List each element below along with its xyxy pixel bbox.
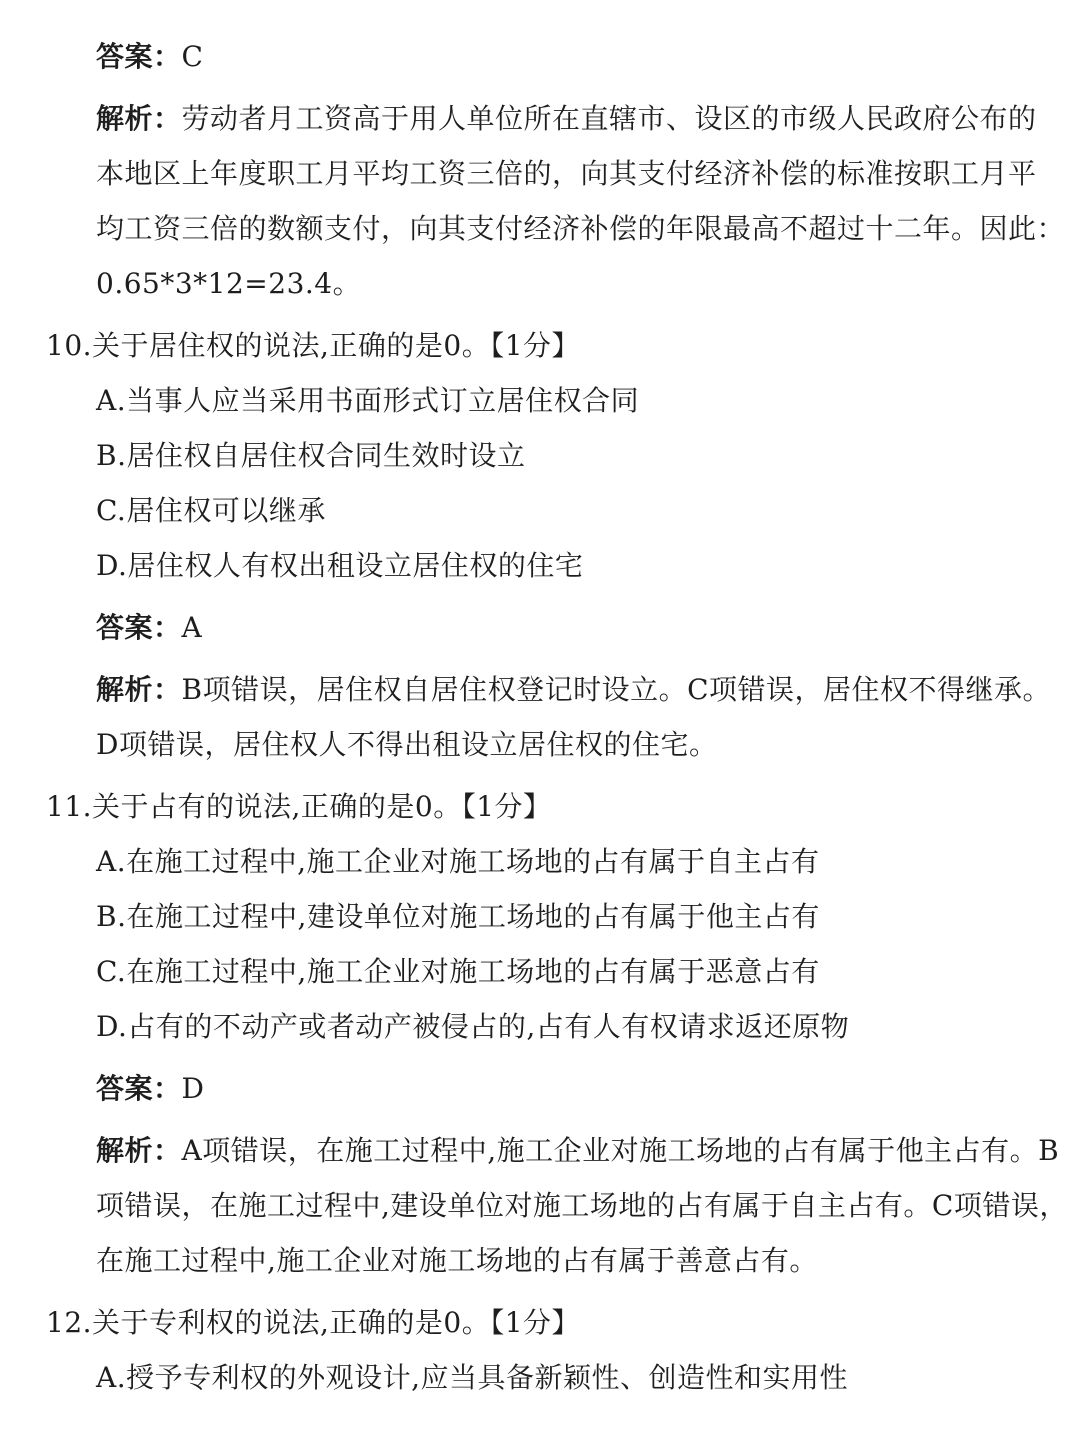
q11-stem: 11.关于占有的说法,正确的是0。【1分】 [46,790,552,823]
q11-option-b: B.在施工过程中,建设单位对施工场地的占有属于他主占有 [96,900,820,933]
q12-stem: 12.关于专利权的说法,正确的是0。【1分】 [46,1306,581,1339]
analysis-text: A项错误，在施工过程中,施工企业对施工场地的占有属于他主占有。B [181,1134,1060,1167]
analysis-label: 解析： [96,102,182,135]
answer-value: C [181,40,204,73]
answer-label: 答案： [96,40,182,73]
q10-option-d: D.居住权人有权出租设立居住权的住宅 [96,549,584,582]
q9-analysis-line-1 [96,102,1037,136]
analysis-text: 劳动者月工资高于用人单位所在直辖市、设区的市级人民政府公布的 [181,102,1037,135]
q11-answer [96,1072,204,1106]
q11-analysis-line-3: 在施工过程中,施工企业对施工场地的占有属于善意占有。 [96,1244,818,1277]
q11-option-c: C.在施工过程中,施工企业对施工场地的占有属于恶意占有 [96,955,820,988]
q11-analysis-line-2: 项错误，在施工过程中,建设单位对施工场地的占有属于自主占有。C项错误， [96,1189,1068,1222]
q10-stem: 10.关于居住权的说法,正确的是0。【1分】 [46,329,581,362]
analysis-label: 解析： [96,1134,182,1167]
q9-answer [96,40,203,74]
analysis-label: 解析： [96,673,182,706]
q9-analysis-line-3: 均工资三倍的数额支付，向其支付经济补偿的年限最高不超过十二年。因此： [96,212,1066,245]
answer-label: 答案： [96,611,182,644]
q10-option-a: A.当事人应当采用书面形式订立居住权合同 [96,384,640,417]
answer-value: D [181,1072,205,1105]
q10-option-c: C.居住权可以继承 [96,494,326,527]
q10-analysis-line-2: D项错误，居住权人不得出租设立居住权的住宅。 [96,728,718,761]
answer-value: A [181,611,203,644]
q11-option-d: D.占有的不动产或者动产被侵占的,占有人有权请求返还原物 [96,1010,850,1043]
q10-analysis-line-1 [96,673,1051,707]
q9-analysis-line-2: 本地区上年度职工月平均工资三倍的，向其支付经济补偿的标准按职工月平 [96,157,1037,190]
q10-option-b: B.居住权自居住权合同生效时设立 [96,439,526,472]
q12-option-a: A.授予专利权的外观设计,应当具备新颖性、创造性和实用性 [96,1361,849,1394]
answer-label: 答案： [96,1072,182,1105]
q9-analysis-line-4: 0.65*3*12=23.4。 [96,267,362,300]
q11-analysis-line-1 [96,1134,1059,1168]
q11-option-a: A.在施工过程中,施工企业对施工场地的占有属于自主占有 [96,845,820,878]
q10-answer [96,611,202,645]
analysis-text: B项错误，居住权自居住权登记时设立。C项错误，居住权不得继承。 [181,673,1052,706]
